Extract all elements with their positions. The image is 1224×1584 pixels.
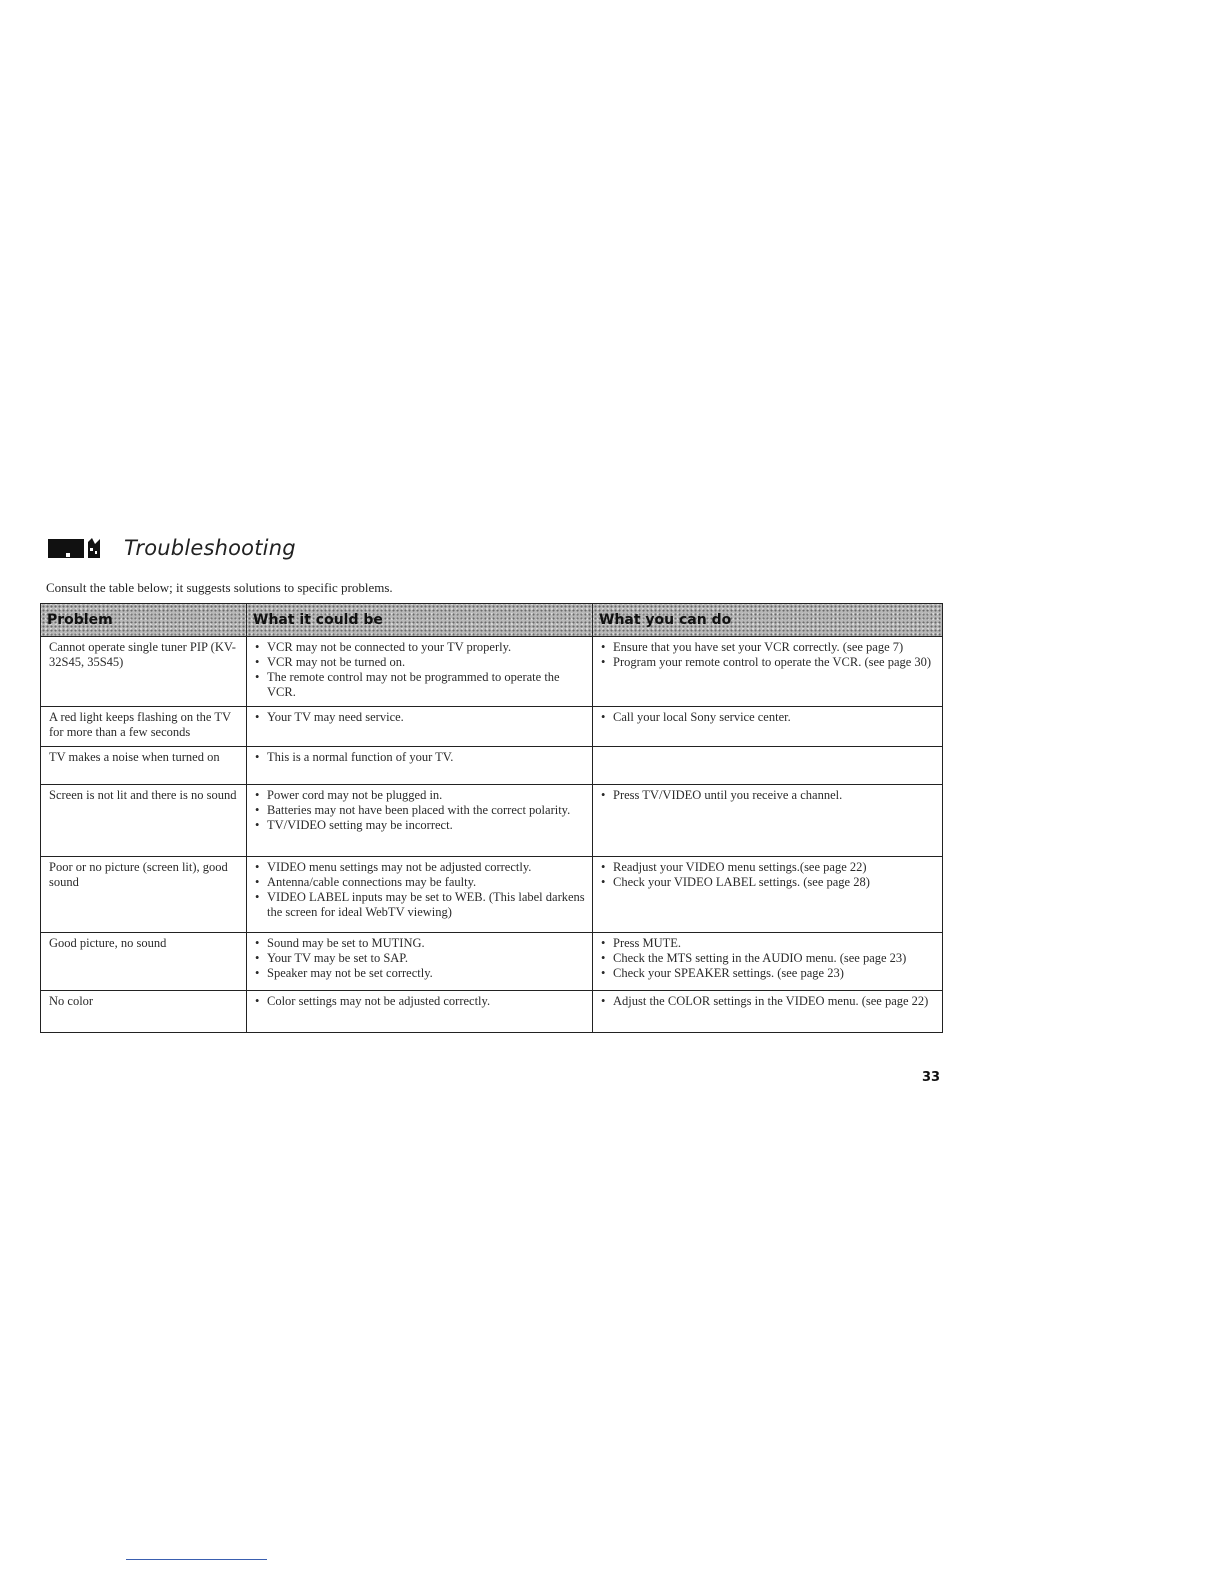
header-solution: What you can do <box>593 604 943 637</box>
cause-item: • Batteries may not have been placed with the correct polarity. <box>255 803 586 818</box>
cause-cell <box>247 637 593 707</box>
cause-list <box>255 994 586 1009</box>
solution-list <box>601 860 936 890</box>
intro-text: Consult the table below; it suggests solutions to specific problems. <box>46 580 393 595</box>
solution-item: • Ensure that you have set your VCR correctly. (see page 7) <box>601 640 936 655</box>
solution-item: • Check your VIDEO LABEL settings. (see page 28) <box>601 875 936 890</box>
table-row <box>41 637 943 707</box>
cause-list <box>255 710 586 725</box>
cause-cell <box>247 857 593 933</box>
table-row <box>41 707 943 747</box>
solution-cell <box>593 747 943 785</box>
cause-item: • The remote control may not be programmed to operate the VCR. <box>255 670 586 700</box>
solution-item: • Check your SPEAKER settings. (see page 23) <box>601 966 936 981</box>
problem-cell: No color <box>41 991 247 1033</box>
cause-item: • This is a normal function of your TV. <box>255 750 586 765</box>
header-problem: Problem <box>41 604 247 637</box>
cause-cell <box>247 747 593 785</box>
cause-list <box>255 860 586 920</box>
section-header <box>48 532 296 564</box>
solution-cell <box>593 707 943 747</box>
section-marker-icon <box>48 536 118 560</box>
problem-cell: Screen is not lit and there is no sound <box>41 785 247 857</box>
solution-item: • Adjust the COLOR settings in the VIDEO menu. (see page 22) <box>601 994 936 1009</box>
section-title: Troubleshooting <box>124 536 296 560</box>
solution-cell <box>593 933 943 991</box>
cause-item: • TV/VIDEO setting may be incorrect. <box>255 818 586 833</box>
cause-cell <box>247 785 593 857</box>
problem-cell: Cannot operate single tuner PIP (KV-32S45, 35S45) <box>41 637 247 707</box>
problem-cell: A red light keeps flashing on the TV for more than a few seconds <box>41 707 247 747</box>
cause-list <box>255 750 586 765</box>
solution-cell <box>593 637 943 707</box>
table-row <box>41 785 943 857</box>
cause-item: • Antenna/cable connections may be faulty. <box>255 875 586 890</box>
cause-cell <box>247 707 593 747</box>
footer-rule <box>126 1559 267 1560</box>
solution-cell <box>593 991 943 1033</box>
solution-item: • Check the MTS setting in the AUDIO menu. (see page 23) <box>601 951 936 966</box>
cause-item: • Power cord may not be plugged in. <box>255 788 586 803</box>
header-cause: What it could be <box>247 604 593 637</box>
cause-cell <box>247 933 593 991</box>
solution-list <box>601 788 936 803</box>
solution-item: • Program your remote control to operate the VCR. (see page 30) <box>601 655 936 670</box>
table-body <box>41 637 943 1033</box>
cause-cell <box>247 991 593 1033</box>
table-row <box>41 747 943 785</box>
solution-list <box>601 936 936 981</box>
table-row <box>41 991 943 1033</box>
table-row <box>41 933 943 991</box>
cause-item: • VCR may not be connected to your TV properly. <box>255 640 586 655</box>
cause-item: • Your TV may need service. <box>255 710 586 725</box>
solution-item: • Call your local Sony service center. <box>601 710 936 725</box>
table-row <box>41 857 943 933</box>
solution-item: • Press TV/VIDEO until you receive a channel. <box>601 788 936 803</box>
solution-cell <box>593 785 943 857</box>
problem-cell: TV makes a noise when turned on <box>41 747 247 785</box>
cause-item: • Speaker may not be set correctly. <box>255 966 586 981</box>
cause-item: • Your TV may be set to SAP. <box>255 951 586 966</box>
page-number: 33 <box>922 1070 941 1085</box>
cause-item: • Color settings may not be adjusted correctly. <box>255 994 586 1009</box>
problem-cell: Good picture, no sound <box>41 933 247 991</box>
cause-item: • Sound may be set to MUTING. <box>255 936 586 951</box>
cause-item: • VIDEO LABEL inputs may be set to WEB. (This label darkens the screen for ideal WebTV viewing) <box>255 890 586 920</box>
cause-list <box>255 788 586 833</box>
solution-cell <box>593 857 943 933</box>
problem-cell: Poor or no picture (screen lit), good sound <box>41 857 247 933</box>
troubleshooting-table <box>40 603 943 1033</box>
table-header-row <box>41 604 943 637</box>
cause-item: • VCR may not be turned on. <box>255 655 586 670</box>
cause-list <box>255 640 586 700</box>
solution-list <box>601 710 936 725</box>
solution-list <box>601 640 936 670</box>
solution-item: • Press MUTE. <box>601 936 936 951</box>
cause-list <box>255 936 586 981</box>
solution-item: • Readjust your VIDEO menu settings.(see page 22) <box>601 860 936 875</box>
solution-list <box>601 994 936 1009</box>
cause-item: • VIDEO menu settings may not be adjusted correctly. <box>255 860 586 875</box>
